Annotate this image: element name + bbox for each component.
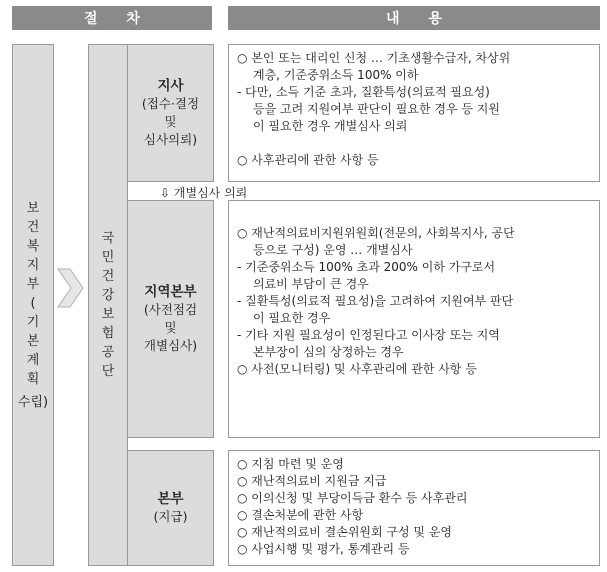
nhis-char: 단: [101, 364, 115, 379]
nhis-char: 강: [101, 288, 115, 303]
nhis-char: 민: [101, 250, 115, 265]
hq-name: 본부: [157, 491, 184, 507]
nhis-char: 보: [101, 307, 115, 322]
procedure-header: 절 차: [12, 6, 212, 30]
content-line: ○ 지침 마련 및 운영: [237, 457, 344, 471]
ministry-char: 계: [26, 352, 40, 368]
hq-org-box: [127, 450, 214, 566]
ministry-char: 본: [26, 333, 40, 349]
content-line: ○ 재난적의료비 결손위원회 구성 및 운영: [237, 525, 453, 539]
content-line: ○ 이의신청 및 부당이득금 환수 등 사후관리: [237, 491, 468, 505]
content-line: ○ 사전(모니터링) 및 사후관리에 관한 사항 등: [237, 362, 477, 376]
ministry-char: 복: [26, 238, 40, 254]
branch-org-box: [127, 44, 214, 182]
branch-name: 지사: [157, 78, 184, 94]
content-header: 내 용: [228, 6, 600, 30]
content-line: - 질환특성(의료적 필요성)을 고려하여 지원여부 판단: [237, 294, 514, 308]
ministry-char: 기: [26, 314, 40, 330]
regional-name: 지역본부: [144, 284, 197, 300]
right-arrow-icon: [56, 265, 86, 311]
content-line: ○ 본인 또는 대리인 신청 … 기초생활수급자, 차상위: [237, 51, 511, 65]
nhis-char: 국: [101, 231, 115, 246]
ministry-char: 건: [26, 219, 40, 235]
regional-sub: 및: [164, 320, 177, 335]
ministry-char: 부: [26, 276, 40, 292]
content-line: 의료비 부담이 큰 경우: [253, 277, 369, 291]
regional-sub: (사전점검: [143, 302, 198, 317]
content-line: - 다만, 소득 기준 초과, 질환특성(의료적 필요성): [237, 85, 490, 99]
regional-content-box: [228, 200, 600, 438]
ministry-char: 수립): [17, 394, 49, 410]
hq-content-box: [228, 450, 600, 566]
ministry-char: 지: [26, 257, 40, 273]
nhis-char: 험: [101, 326, 115, 341]
content-line: 본부장이 심의 상정하는 경우: [253, 345, 404, 359]
content-line: ○ 사후관리에 관한 사항 등: [237, 153, 379, 167]
branch-sub: (접수·결정: [141, 96, 200, 111]
content-line: ○ 재난적의료비 지원금 지급: [237, 474, 387, 488]
content-line: 이 필요한 경우: [253, 311, 331, 325]
down-arrow-icon: ⇩: [160, 186, 171, 200]
branch-sub: 심사의뢰): [143, 132, 198, 147]
content-line: - 기타 지원 필요성이 인정된다고 이사장 또는 지역: [237, 328, 500, 342]
hq-sub: (지급): [153, 509, 188, 524]
content-line: 이 필요한 경우 개별심사 의뢰: [253, 119, 408, 133]
regional-sub: 개별심사): [143, 338, 198, 353]
ministry-char: 보: [26, 200, 40, 216]
branch-content-box: [228, 44, 600, 182]
referral-text: 개별심사 의뢰: [173, 186, 248, 200]
content-line: ○ 결손처분에 관한 사항: [237, 508, 364, 522]
nhis-box: [88, 44, 128, 566]
ministry-char: (: [30, 295, 36, 311]
content-line: ○ 재난적의료비지원위원회(전문의, 사회복지사, 공단: [237, 226, 515, 240]
ministry-box: [12, 44, 54, 566]
nhis-char: 공: [101, 345, 115, 360]
referral-note: [160, 184, 247, 201]
content-line: 등을 고려 지원여부 판단이 필요한 경우 등 지원: [253, 102, 500, 116]
content-line: ○ 사업시행 및 평가, 통계관리 등: [237, 542, 410, 556]
branch-sub: 및: [164, 114, 177, 129]
content-line: - 기준중위소득 100% 초과 200% 이하 가구로서: [237, 260, 496, 274]
regional-org-box: [127, 200, 214, 438]
content-line: 계층, 기준중위소득 100% 이하: [253, 68, 419, 82]
nhis-char: 건: [101, 269, 115, 284]
content-line: 등으로 구성) 운영 … 개별심사: [253, 243, 413, 257]
ministry-char: 획: [26, 371, 40, 387]
